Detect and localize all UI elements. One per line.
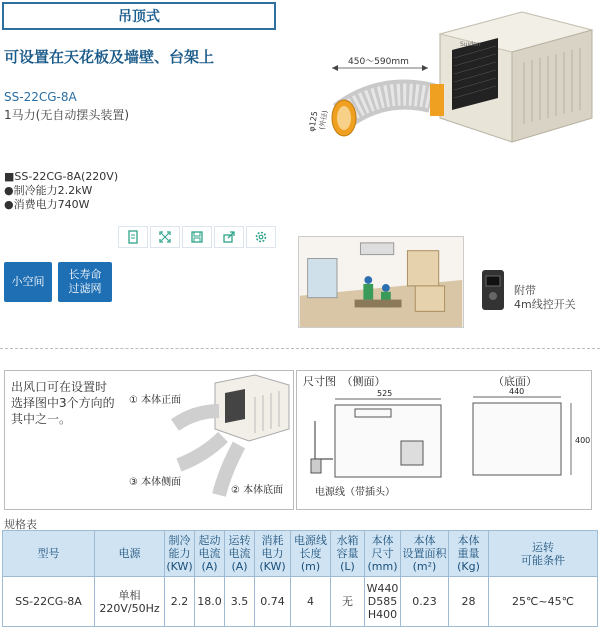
outlet-note-line: 选择图中3个方向的 (11, 396, 115, 410)
type-tab[interactable]: 吊顶式 (2, 2, 276, 30)
product-photo (302, 6, 594, 218)
brand-text: Suiden (460, 41, 481, 48)
header-text: (A) (201, 560, 218, 573)
feature-label: 小空间 (11, 275, 45, 288)
outlet-label-front: ① 本体正面 (129, 395, 182, 406)
header-text: 消耗 (261, 534, 284, 547)
header-cell (449, 531, 489, 577)
outlet-label-side: ③ 本体侧面 (129, 477, 182, 488)
model-subtitle: 1马力(无自动摆头装置) (4, 108, 129, 122)
header-text: 长度 (299, 547, 322, 560)
header-cell (3, 531, 95, 577)
table-row (3, 577, 598, 627)
cell-size (365, 577, 401, 627)
header-cell (291, 531, 331, 577)
spec-list (4, 170, 118, 212)
cell-power (95, 577, 165, 627)
header-text: 能力 (168, 547, 191, 560)
header-text: 电流 (228, 547, 251, 560)
settings-icon[interactable] (246, 226, 276, 248)
cell-area: 0.23 (401, 577, 449, 627)
usage-scene-illustration (298, 236, 464, 328)
action-icon-bar (118, 226, 276, 248)
cell-model: SS-22CG-8A (3, 577, 95, 627)
header-cell (255, 531, 291, 577)
spec-table-title: 规格表 (4, 518, 37, 531)
dimension-height-bottom: 400 (575, 436, 591, 445)
header-text: (KW) (259, 560, 286, 573)
spec-table-header-row (3, 531, 598, 577)
header-text: (m) (300, 560, 321, 573)
dimension-diagram (297, 371, 593, 511)
dimension-title-bottom: （底面） (493, 375, 537, 388)
cell-run-current: 3.5 (225, 577, 255, 627)
header-cell (365, 531, 401, 577)
page-title: 可设置在天花板及墙壁、台架上 (4, 48, 215, 66)
header-text: (A) (231, 560, 248, 573)
outlet-direction-panel (4, 370, 294, 510)
outlet-label-bottom: ② 本体底面 (231, 485, 284, 496)
cell-conditions: 25℃~45℃ (489, 577, 598, 627)
duct-length-label: 450～590mm (348, 57, 409, 67)
feature-badge-long-life-filter[interactable] (58, 262, 112, 302)
save-icon[interactable] (182, 226, 212, 248)
header-text: (Kg) (457, 560, 480, 573)
header-text: 设置面积 (402, 547, 447, 560)
header-text: (KW) (166, 560, 193, 573)
header-text: 尺寸 (371, 547, 394, 560)
header-cell (95, 531, 165, 577)
header-text: 电力 (261, 547, 284, 560)
header-text: (mm) (367, 560, 398, 573)
outlet-note-line: 出风口可在设置时 (11, 380, 108, 394)
header-text: 本体 (371, 534, 394, 547)
header-text: 本体 (413, 534, 436, 547)
dimension-cord-label: 电源线（带插头） (315, 487, 395, 498)
spec-item: ●制冷能力2.2kW (4, 184, 93, 197)
duct-diameter-sub: (外径) (318, 109, 330, 131)
header-text: 电源线 (294, 534, 327, 547)
model-name: SS-22CG-8A (4, 90, 77, 104)
header-cell (401, 531, 449, 577)
expand-icon[interactable] (150, 226, 180, 248)
header-text: 制冷 (168, 534, 191, 547)
remote-caption-line2: 4m线控开关 (514, 298, 576, 311)
cell-start-current: 18.0 (195, 577, 225, 627)
cell-text: 220V/50Hz (99, 601, 160, 615)
cell-consumption: 0.74 (255, 577, 291, 627)
cell-text: W440 (366, 582, 399, 595)
header-text: 运转 (228, 534, 251, 547)
header-text: 型号 (37, 547, 60, 560)
dimension-width-bottom: 440 (509, 387, 525, 396)
spec-item: ●消费电力740W (4, 198, 90, 211)
remote-switch-icon (478, 268, 508, 312)
cell-cord-length: 4 (291, 577, 331, 627)
cell-cooling: 2.2 (165, 577, 195, 627)
outlet-note-line: 其中之一。 (11, 412, 72, 426)
cell-tank: 无 (331, 577, 365, 627)
share-icon[interactable] (214, 226, 244, 248)
outlet-note (11, 379, 115, 427)
feature-label-line2: 过滤网 (68, 282, 102, 295)
outlet-direction-diagram (129, 375, 293, 505)
dimension-width-side: 525 (377, 389, 393, 398)
header-text: 可能条件 (521, 553, 565, 567)
header-cell (489, 531, 598, 577)
header-text: 电流 (198, 547, 221, 560)
cell-text: 单相 (118, 588, 141, 602)
header-cell (225, 531, 255, 577)
header-text: 起动 (198, 534, 221, 547)
header-text: 水箱 (336, 534, 359, 547)
header-cell (195, 531, 225, 577)
remote-caption (514, 284, 576, 312)
feature-badge-small-space[interactable] (4, 262, 52, 302)
spec-table (2, 530, 598, 627)
remote-caption-line1: 附带 (514, 284, 536, 297)
cell-weight: 28 (449, 577, 489, 627)
dimension-panel (296, 370, 592, 510)
header-text: (m²) (412, 560, 437, 573)
spec-item: ■SS-22CG-8A(220V) (4, 170, 119, 183)
header-text: 容量 (336, 547, 359, 560)
cell-text: D585 (367, 595, 398, 608)
dimension-title-side: 尺寸图 （侧面） (303, 375, 386, 388)
header-cell (165, 531, 195, 577)
feature-label-line1: 长寿命 (68, 268, 102, 281)
header-text: 电源 (118, 547, 141, 560)
header-text: (L) (340, 560, 355, 573)
cell-text: H400 (367, 608, 398, 621)
header-cell (331, 531, 365, 577)
duct-diameter-label: φ125 (307, 110, 320, 133)
section-divider (0, 348, 600, 349)
header-text: 运转 (532, 540, 554, 554)
header-text: 本体 (457, 534, 480, 547)
document-icon[interactable] (118, 226, 148, 248)
header-text: 重量 (457, 547, 480, 560)
